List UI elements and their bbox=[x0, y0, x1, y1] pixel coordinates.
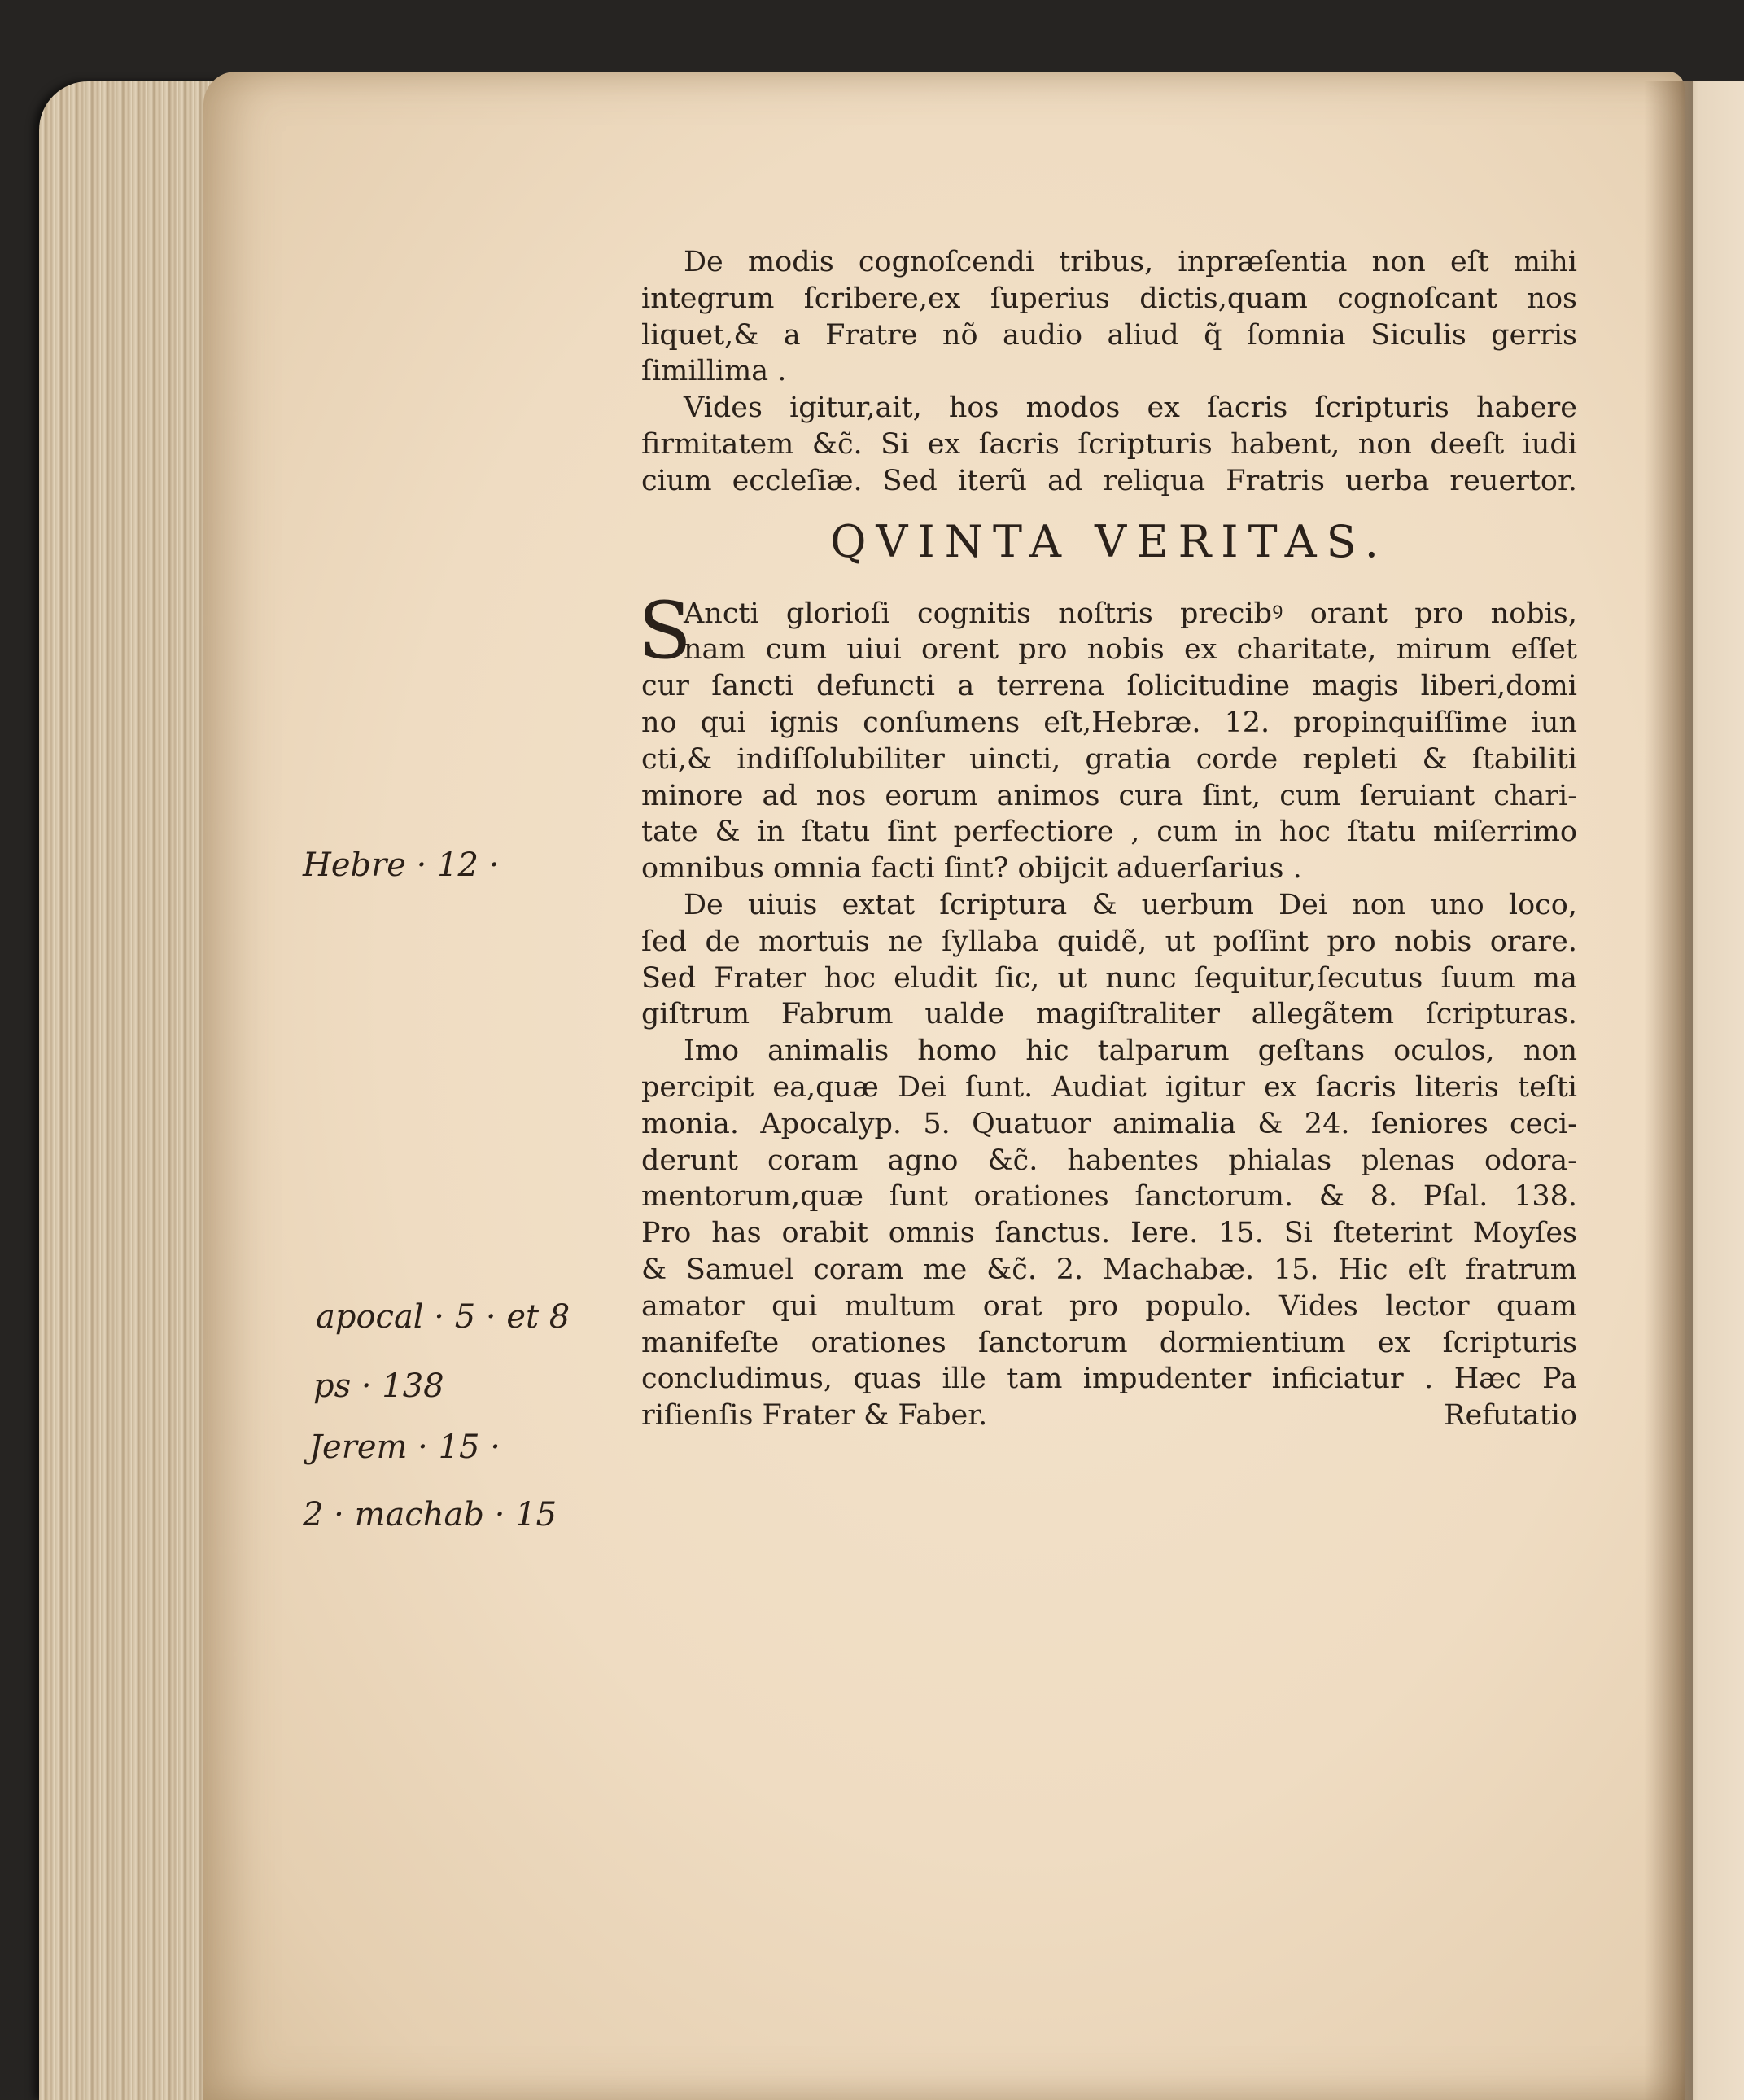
text-line: amator qui multum orat pro populo. Vides lector quam bbox=[641, 1289, 1577, 1323]
paragraph-5 bbox=[641, 1033, 1577, 1434]
annotation-hebr: Hebre · 12 · bbox=[303, 847, 500, 884]
text-line: Pro has orabit omnis ſanctus. Iere. 15. Si ſteterint Moyſes bbox=[641, 1217, 1577, 1250]
paragraph-4 bbox=[641, 887, 1577, 1033]
text-line: cur ſancti defuncti a terrena ſolicitudine magis liberi,domi bbox=[641, 670, 1577, 703]
text-line: & Samuel coram me &c̃. 2. Machabæ. 15. Hic eſt fratrum bbox=[641, 1253, 1577, 1286]
section-heading: QVINTA VERITAS. bbox=[830, 515, 1388, 567]
text-line: cti,& indiſſolubiliter uincti, gratia corde repleti & ſtabiliti bbox=[641, 742, 1577, 776]
paragraph-3-cont bbox=[641, 668, 1577, 887]
text-line: percipit ea,quæ Dei ſunt. Audiat igitur ex ſacris literis teſti bbox=[641, 1070, 1577, 1104]
paragraph-3 bbox=[638, 584, 1577, 676]
text-line: cium eccleſiæ. Sed iterũ ad reliqua Fratris uerba reuertor. bbox=[641, 464, 1577, 497]
text-line: De modis cognoſcendi tribus, inpræſentia non eſt mihi bbox=[684, 246, 1577, 278]
gutter-shadow bbox=[1644, 81, 1693, 2100]
drop-cap: S bbox=[638, 584, 692, 676]
text-line: Imo animalis homo hic talparum geſtans oculos, non bbox=[684, 1035, 1577, 1068]
paragraph-2 bbox=[641, 390, 1577, 499]
paragraph-1 bbox=[641, 244, 1577, 390]
text-line: manifeſte orationes ſanctorum dormientium ex ſcripturis bbox=[641, 1326, 1577, 1359]
text-line: integrum ſcribere,ex ſuperius dictis,quam cognoſcant nos bbox=[641, 282, 1577, 315]
annotation-machab: 2 · machab · 15 bbox=[303, 1496, 557, 1533]
text-line: ſimillima . bbox=[641, 355, 787, 388]
text-line: liquet,& a Fratre nõ audio aliud q̃ ſomnia Siculis gerris bbox=[641, 318, 1577, 352]
text-line: Ancti glorioſi cognitis noſtris precibꝰ orant pro nobis, bbox=[684, 597, 1577, 630]
main-text bbox=[638, 244, 1577, 1434]
annotation-psalm: ps · 138 bbox=[313, 1367, 444, 1405]
text-line: tate & in ſtatu ſint perfectiore , cum in hoc ſtatu miſerrimo bbox=[641, 816, 1577, 849]
final-line: riſienſis Frater & Faber. bbox=[641, 1399, 988, 1433]
text-line: no qui ignis conſumens eſt,Hebræ. 12. propinquiſſime iun bbox=[641, 706, 1577, 739]
text-line: Vides igitur,ait, hos modos ex ſacris ſcripturis habere bbox=[684, 392, 1577, 425]
text-line: monia. Apocalyp. 5. Quatuor animalia & 24. ſeniores ceci- bbox=[641, 1107, 1577, 1140]
text-line: firmitatem &c̃. Si ex ſacris ſcripturis habent, non deeſt iudi bbox=[641, 427, 1577, 461]
text-line: Sed Frater hoc eludit ſic, ut nunc ſequitur,ſecutus ſuum ma bbox=[641, 961, 1577, 995]
text-line: De uiuis extat ſcriptura & uerbum Dei non uno loco, bbox=[684, 888, 1577, 921]
text-line: derunt coram agno &c̃. habentes phialas plenas odora- bbox=[641, 1144, 1577, 1177]
text-line: omnibus omnia facti ſint? obijcit aduerſarius . bbox=[641, 852, 1302, 886]
catchword: Refutatio bbox=[1444, 1399, 1577, 1433]
text-line: concludimus, quas ille tam impudenter inficiatur . Hæc Pa bbox=[641, 1363, 1577, 1396]
text-line: nam cum uiui orent pro nobis ex charitate, mirum eſſet bbox=[684, 633, 1577, 667]
annotation-jerem: Jerem · 15 · bbox=[309, 1428, 500, 1466]
text-line: giſtrum Fabrum ualde magiſtraliter allegãtem ſcripturas. bbox=[641, 998, 1577, 1031]
annotation-apocal: apocal · 5 · et 8 bbox=[316, 1298, 570, 1336]
text-line: mentorum,quæ ſunt orationes ſanctorum. & 8. Pſal. 138. bbox=[641, 1180, 1577, 1214]
text-line: minore ad nos eorum animos cura ſint, cum ſeruiant chari- bbox=[641, 779, 1577, 812]
text-line: ſed de mortuis ne ſyllaba quidẽ, ut poſſint pro nobis orare. bbox=[641, 925, 1577, 958]
final-line-row bbox=[641, 1398, 1577, 1434]
